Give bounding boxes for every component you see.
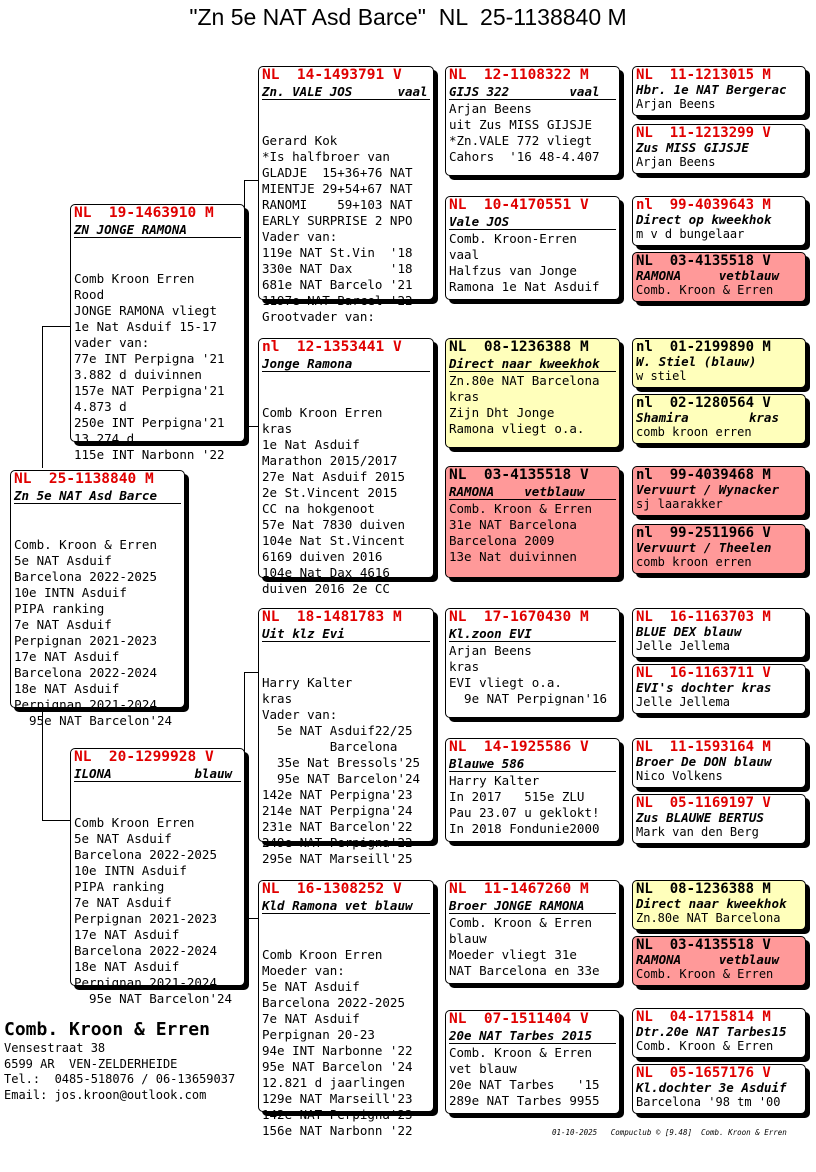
pigeon-name: RAMONA vetblauw <box>636 268 779 283</box>
great-grandparent-card <box>445 338 620 448</box>
pigeon-info: Comb Kroon Erren 5e NAT Asduif Barcelona 2022-2025 10e INTN Asduif PIPA ranking 7e NAT Asduif Perpignan 2021-2023 17e NAT Asduif Barcelona 2022-2024 18e NAT Asduif Perpignan 2021-2024 95e NAT Barcelon'24 <box>74 815 233 1006</box>
ring-number: nl 99-4039468 M <box>636 467 771 483</box>
pigeon-info: Comb. Kroon & Erren blauw Moeder vliegt 31e NAT Barcelona en 33e <box>449 915 600 978</box>
ring-number: NL 16-1308252 V <box>262 881 402 897</box>
connector-line <box>42 820 70 821</box>
pigeon-name: RAMONA vetblauw <box>636 952 779 967</box>
pigeon-info: comb kroon erren <box>636 555 752 569</box>
great-grandparent-card <box>445 880 620 984</box>
great-grandparent-card <box>445 196 620 300</box>
ring-number: NL 19-1463910 M <box>74 205 214 221</box>
breeder-info <box>4 1019 235 1103</box>
pigeon-name: Zn 5e NAT Asd Barce <box>14 488 181 504</box>
pigeon-name: Shamira kras <box>636 410 779 425</box>
pigeon-name: Zus BLAUWE BERTUS <box>636 810 764 825</box>
ring-number: NL 25-1138840 M <box>14 471 154 487</box>
great-grandparent-card <box>445 608 620 718</box>
ring-number: nl 01-2199890 M <box>636 339 771 355</box>
pigeon-name: RAMONA vetblauw <box>449 484 616 500</box>
pigeon-info: Comb. Kroon & Erren <box>636 1039 774 1053</box>
ancestor-card <box>632 66 806 116</box>
pigeon-name: Uit klz Evi <box>262 626 430 642</box>
ring-number: NL 10-4170551 V <box>449 197 589 213</box>
pigeon-info: Jelle Jellema <box>636 639 730 653</box>
pigeon-name: Vervuurt / Theelen <box>636 540 772 555</box>
ring-number: NL 11-1467260 M <box>449 881 589 897</box>
pigeon-info: comb kroon erren <box>636 425 752 439</box>
ring-number: NL 07-1511404 V <box>449 1011 589 1027</box>
pigeon-name: Kl.zoon EVI <box>449 626 616 642</box>
ring-number: NL 08-1236388 M <box>636 881 771 897</box>
ring-number: NL 11-1213299 V <box>636 125 771 141</box>
ancestor-card <box>632 524 806 574</box>
pigeon-name: EVI's dochter kras <box>636 680 772 695</box>
pigeon-name: Direct naar kweekhok <box>449 356 616 372</box>
ring-number: NL 03-4135518 V <box>636 253 771 269</box>
ancestor-card <box>632 880 806 930</box>
ring-number: NL 14-1493791 V <box>262 67 402 83</box>
grandparent-card <box>258 880 434 1138</box>
ring-number: NL 03-4135518 V <box>636 937 771 953</box>
pigeon-info: Arjan Beens kras EVI vliegt o.a. 9e NAT Perpignan'16 <box>449 643 608 706</box>
ancestor-card <box>632 252 806 302</box>
pigeon-name: Jonge Ramona <box>262 356 430 372</box>
pigeon-info: Zn.80e NAT Barcelona <box>636 911 781 925</box>
ring-number: NL 12-1108322 M <box>449 67 589 83</box>
ancestor-card <box>632 338 806 388</box>
pigeon-info: Comb Kroon Erren kras 1e Nat Asduif Marathon 2015/2017 27e Nat Asduif 2015 2e St.Vincent 2015 CC na hokgenoot 57e Nat 7830 duiven 104e Nat St.Vincent 6169 duiven 2016 104e Nat Dax 4616 duiven 2016 2e CC <box>262 405 405 596</box>
ring-number: NL 05-1657176 V <box>636 1065 771 1081</box>
pigeon-name: GIJS 322 vaal <box>449 84 616 100</box>
pigeon-info: Harry Kalter kras Vader van: 5e NAT Asduif22/25 Barcelona 35e Nat Bressols'25 95e NAT Barcelon'24 142e NAT Perpigna'23 214e NAT Perpigna'24 231e NAT Barcelon'22 249e NAT Perpigna'22 295e NAT Marseill'25 <box>262 675 421 866</box>
ring-number: NL 03-4135518 V <box>449 467 589 483</box>
page-title: "Zn 5e NAT Asd Barce" NL 25-1138840 M <box>189 4 627 30</box>
pigeon-name: W. Stiel (blauw) <box>636 354 757 369</box>
pigeon-info: Nico Volkens <box>636 769 723 783</box>
subject-card <box>10 470 185 728</box>
pigeon-info: Comb. Kroon & Erren 31e NAT Barcelona Barcelona 2009 13e Nat duivinnen <box>449 501 592 564</box>
pigeon-name: Vervuurt / Wynacker <box>636 482 779 497</box>
pigeon-name: Blauwe 586 <box>449 756 616 772</box>
ring-number: NL 04-1715814 M <box>636 1009 771 1025</box>
pigeon-name: Kld Ramona vet blauw <box>262 898 430 914</box>
connector-line <box>244 426 258 427</box>
pigeon-info: Barcelona '98 tm '00 <box>636 1095 781 1109</box>
great-grandparent-card <box>445 1010 620 1114</box>
ancestor-card <box>632 466 806 516</box>
connector-line <box>244 672 258 673</box>
pigeon-name: Broer JONGE RAMONA <box>449 898 616 914</box>
pigeon-info: Zn.80e NAT Barcelona kras Zijn Dht Jonge Ramona vliegt o.a. <box>449 373 600 436</box>
grandparent-card <box>258 66 434 324</box>
pigeon-name: Dtr.20e NAT Tarbes15 <box>636 1024 787 1039</box>
pigeon-info: Gerard Kok *Is halfbroer van GLADJE 15+36+76 NAT MIENTJE 29+54+67 NAT RANOMI 59+103 NAT EARLY SURPRISE 2 NPO Vader van: 119e NAT St.Vin '18 330e NAT Dax '18 681e NAT Barcelo '21 1197e NAT Barcel '22 Grootvader van: <box>262 133 413 324</box>
ring-number: NL 18-1481783 M <box>262 609 402 625</box>
pigeon-info: Mark van den Berg <box>636 825 759 839</box>
grandparent-card <box>258 338 434 596</box>
pigeon-info: Comb. Kroon & Erren vet blauw 20e NAT Tarbes '15 289e NAT Tarbes 9955 <box>449 1045 600 1108</box>
pigeon-name: Direct naar kweekhok <box>636 896 787 911</box>
ancestor-card <box>632 794 806 844</box>
ancestor-card <box>632 1008 806 1058</box>
pigeon-name: Direct op kweekhok <box>636 212 772 227</box>
pigeon-info: Comb. Kroon-Erren vaal Halfzus van Jonge Ramona 1e Nat Asduif <box>449 231 600 294</box>
great-grandparent-card <box>445 66 620 176</box>
pigeon-info: w stiel <box>636 369 687 383</box>
pigeon-name: ILONA blauw <box>74 766 241 782</box>
pigeon-name: Zus MISS GIJSJE <box>636 140 749 155</box>
ring-number: NL 11-1213015 M <box>636 67 771 83</box>
connector-line <box>244 918 258 919</box>
pigeon-name: Broer De DON blauw <box>636 754 772 769</box>
connector-line <box>42 326 70 327</box>
grandparent-card <box>258 608 434 866</box>
ring-number: NL 14-1925586 V <box>449 739 589 755</box>
ancestor-card <box>632 664 806 714</box>
pigeon-info: Comb. Kroon & Erren <box>636 283 774 297</box>
pigeon-info: Comb Kroon Erren Rood JONGE RAMONA vliegt 1e Nat Asduif 15-17 vader van: 77e INT Perpigna '21 3.882 d duivinnen 157e NAT Perpigna'21 4.873 d 250e INT Perpigna'21 13.274 d 115e INT Narbonn '22 <box>74 271 225 462</box>
breeder-email: Email: jos.kroon@outlook.com <box>4 1087 207 1102</box>
pigeon-info: Jelle Jellema <box>636 695 730 709</box>
breeder-city: 6599 AR VEN-ZELDERHEIDE <box>4 1056 178 1071</box>
pigeon-info: Arjan Beens <box>636 155 716 169</box>
ring-number: NL 05-1169197 V <box>636 795 771 811</box>
ring-number: nl 99-4039643 M <box>636 197 771 213</box>
pigeon-name: 20e NAT Tarbes 2015 <box>449 1028 616 1044</box>
ancestor-card <box>632 124 806 174</box>
ring-number: nl 02-1280564 V <box>636 395 771 411</box>
breeder-street: Vensestraat 38 <box>4 1041 106 1055</box>
ring-number: NL 16-1163711 V <box>636 665 771 681</box>
father-card <box>70 204 245 462</box>
ring-number: nl 99-2511966 V <box>636 525 771 541</box>
ancestor-card <box>632 936 806 986</box>
connector-line <box>244 180 258 181</box>
ancestor-card <box>632 196 806 246</box>
pigeon-info: Comb. Kroon & Erren <box>636 967 774 981</box>
footer-text: 01-10-2025 Compuclub © [9.48] Comb. Kroon & Erren <box>552 1128 787 1137</box>
ancestor-card <box>632 608 806 658</box>
ring-number: NL 20-1299928 V <box>74 749 214 765</box>
ancestor-card <box>632 394 806 444</box>
mother-card <box>70 748 245 1006</box>
connector-line <box>42 326 43 468</box>
pigeon-info: Arjan Beens <box>636 97 716 111</box>
pigeon-name: Zn. VALE JOS vaal <box>262 84 430 100</box>
ancestor-card <box>632 1064 806 1114</box>
breeder-name: Comb. Kroon & Erren <box>4 1019 210 1040</box>
ring-number: NL 08-1236388 M <box>449 339 589 355</box>
pigeon-info: Harry Kalter In 2017 515e ZLU Pau 23.07 u geklokt! In 2018 Fondunie2000 <box>449 773 600 836</box>
ancestor-card <box>632 738 806 788</box>
ring-number: nl 12-1353441 V <box>262 339 402 355</box>
ring-number: NL 16-1163703 M <box>636 609 771 625</box>
pigeon-info: Comb. Kroon & Erren 5e NAT Asduif Barcelona 2022-2025 10e INTN Asduif PIPA ranking 7e NAT Asduif Perpignan 2021-2023 17e NAT Asduif Barcelona 2022-2024 18e NAT Asduif Perpignan 2021-2024 95e NAT Barcelon'24 <box>14 537 173 728</box>
pigeon-name: BLUE DEX blauw <box>636 624 742 639</box>
pigeon-name: ZN JONGE RAMONA <box>74 222 241 238</box>
breeder-phone: Tel.: 0485-518076 / 06-13659037 <box>4 1072 236 1086</box>
pigeon-info: Comb Kroon Erren Moeder van: 5e NAT Asduif Barcelona 2022-2025 7e NAT Asduif Perpignan 20-23 94e INT Narbonne '22 95e NAT Barcelon '24 12.821 d jaarlingen 129e NAT Marseill'23 142e NAT Perpigna'23 156e NAT Narbonn '22 <box>262 947 413 1138</box>
ring-number: NL 11-1593164 M <box>636 739 771 755</box>
pigeon-info: Arjan Beens uit Zus MISS GIJSJE *Zn.VALE 772 vliegt Cahors '16 48-4.407 <box>449 101 600 164</box>
pigeon-info: m v d bungelaar <box>636 227 745 241</box>
pigeon-name: Vale JOS <box>449 214 616 230</box>
great-grandparent-card <box>445 466 620 578</box>
great-grandparent-card <box>445 738 620 842</box>
ring-number: NL 17-1670430 M <box>449 609 589 625</box>
pigeon-name: Hbr. 1e NAT Bergerac <box>636 82 787 97</box>
pigeon-name: Kl.dochter 3e Asduif <box>636 1080 787 1095</box>
pigeon-info: sj laarakker <box>636 497 723 511</box>
